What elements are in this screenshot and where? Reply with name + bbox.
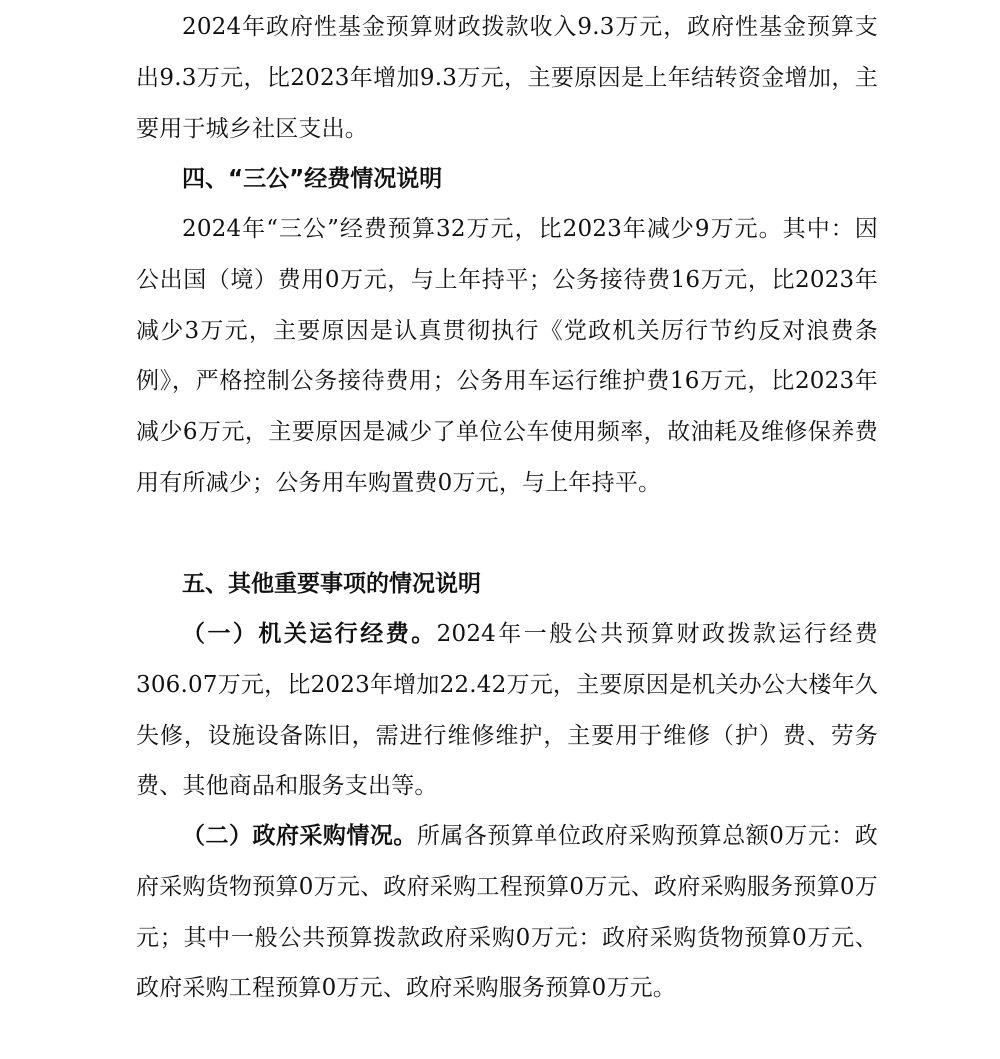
- operating-expenses-title: （一）机关运行经费。: [182, 621, 437, 647]
- procurement-text: 所属各预算单位政府采购预算总额0万元：政府采购货物预算0万元、政府采购工程预算0万元、政府采购服务预算0万元；其中一般公共预算拨款政府采购0万元：政府采购货物预算0万元、政府采购工程预算0万元、政府采购服务预算0万元。: [136, 823, 879, 1002]
- sangong-paragraph: 2024年“三公”经费预算32万元，比2023年减少9万元。其中：因公出国（境）费用0万元，与上年持平；公务接待费16万元，比2023年减少3万元，主要原因是认真贯彻执行《党政机关厉行节约反对浪费条例》，严格控制公务接待费用；公务用车运行维护费16万元，比2023年减少6万元，主要原因是减少了单位公车使用频率，故油耗及维修保养费用有所减少；公务用车购置费0万元，与上年持平。: [136, 216, 878, 496]
- fund-budget-paragraph: 2024年政府性基金预算财政拨款收入9.3万元，政府性基金预算支出9.3万元，比2023年增加9.3万元，主要原因是上年结转资金增加，主要用于城乡社区支出。: [136, 14, 878, 142]
- operating-expenses-paragraph: [136, 609, 878, 812]
- procurement-title: （二）政府采购情况。: [182, 823, 417, 849]
- sangong-heading: 四、“三公”经费情况说明: [182, 166, 443, 192]
- operating-expenses-text: 2024年一般公共预算财政拨款运行经费306.07万元，比2023年增加22.42万元，主要原因是机关办公大楼年久失修，设施设备陈旧，需进行维修维护，主要用于维修（护）费、劳务费、其他商品和服务支出等。: [136, 621, 878, 800]
- procurement-paragraph: [136, 811, 878, 1014]
- other-matters-heading: 五、其他重要事项的情况说明: [182, 571, 481, 597]
